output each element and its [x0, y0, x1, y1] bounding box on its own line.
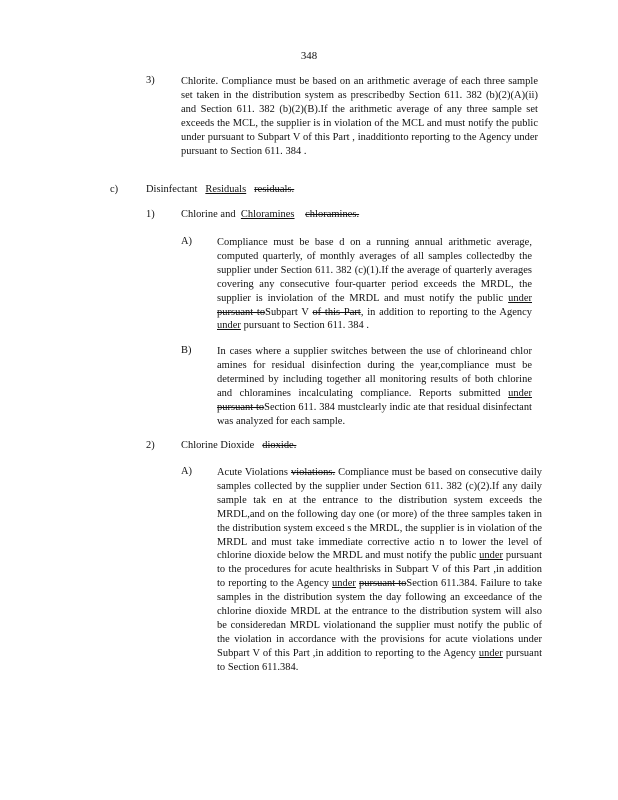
item-2-heading-text: Chlorine Dioxide — [181, 440, 255, 451]
item-1a-text — [217, 236, 532, 333]
deleted-text: dioxide. — [262, 440, 297, 451]
section-c-label: c) — [110, 184, 119, 195]
text-run: In cases where a supplier switches between the use of chlorineand chlor amines for residual disinfection during the year,compliance must be determined by including together all monitoring results of both chlorine and chloramines incalculating compliance. Reports submitted — [217, 346, 532, 399]
item-2a-label: A) — [181, 466, 193, 477]
deleted-text: chloramines. — [305, 209, 360, 220]
text-run: , in addition to reporting to the Agency — [360, 306, 533, 318]
item-1b-text — [217, 345, 532, 428]
text-run: Subpart V — [265, 306, 309, 318]
item-2-heading — [181, 440, 296, 451]
item-1-heading-text: Chlorine and — [181, 209, 236, 220]
deleted-text: violations. — [291, 467, 336, 478]
text-run: Section 611. 384 mustclearly indic ate that residual disinfectant was analyzed for each sample. — [217, 401, 532, 427]
deleted-text: pursuant to — [217, 401, 265, 413]
inserted-text: under — [332, 578, 356, 590]
item-3-label: 3) — [146, 75, 155, 86]
section-c-heading — [146, 184, 294, 195]
inserted-text: Chloramines — [240, 209, 295, 220]
inserted-text: under — [217, 320, 241, 332]
page-number: 348 — [300, 50, 318, 62]
deleted-text: residuals. — [254, 184, 295, 195]
item-1b-label: B) — [181, 345, 192, 356]
text-run: Compliance must be based on consecutive daily samples collected by the supplier under Section 611. 382 (c)(2).If any daily sample tak en at the entrance to the distribution system exceeds the MRDL,and on the following day one (or more) of the three samples taken in the distribution system exceed s the MRDL, the supplier is in violation of the MRDL and must take immediate corrective actio n to lower the level of chlorine dioxide below the MRDL and must notify the public — [217, 467, 543, 562]
section-c-heading-text: Disinfectant — [146, 184, 198, 195]
deleted-text: pursuant to — [217, 306, 266, 318]
inserted-text: under — [508, 387, 532, 399]
item-3-text: Chlorite. Compliance must be based on an arithmetic average of each three sample set taken in the distribution system as prescribedby Section 611. 382 (b)(2)(A)(ii) and Section 611. 382 (b)(2)(B).If the arithmetic average of any three sample set exceeds the MCL, the supplier is in violation of the MCL and must notify the public under pursuant to Subpart V of this Part , inadditionto reporting to the Agency under pursuant to Section 611. 384 . — [181, 76, 538, 157]
item-2a-text — [217, 466, 542, 675]
item-2-label: 2) — [146, 440, 155, 451]
text-run: pursuant to Section 611. 384 . — [243, 320, 370, 332]
deleted-text: of this Part — [312, 306, 361, 318]
item-1-heading — [181, 209, 359, 220]
inserted-text: under — [479, 550, 504, 562]
inserted-text: under — [508, 292, 532, 304]
text-run: pursuant to the procedures for acute healthrisks in Subpart V of this Part ,in addition to reporting to the Agency — [217, 550, 543, 590]
text-run: pursuant to Section 611.384. — [217, 647, 543, 673]
deleted-text: pursuant to — [359, 578, 407, 590]
text-run: Compliance must be base d on a running annual arithmetic average, computed quarterly, of monthly averages of all samples collectedby the supplier under Section 611. 382 (c)(1).If the average of quarterly averages covering any consecutive four-quarter period exceeds the MRDL, the supplier is inviolation of the MRDL and must notify the public — [217, 237, 532, 304]
text-run: Acute Violations — [217, 467, 289, 478]
inserted-text: under — [478, 647, 503, 659]
inserted-text: Residuals — [205, 184, 247, 195]
item-1-label: 1) — [146, 209, 155, 220]
text-run: Section 611.384. Failure to take samples in the distribution system the day following an exceedance of the chlorine dioxide MRDL at the entrance to the distribution system will also be consideredan MRDL violationand the supplier must notify the public of the violation in accordance with the provisions for acute violations under Subpart V of this Part ,in addition to reporting to the Agency — [217, 578, 542, 659]
item-1a-label: A) — [181, 236, 193, 247]
